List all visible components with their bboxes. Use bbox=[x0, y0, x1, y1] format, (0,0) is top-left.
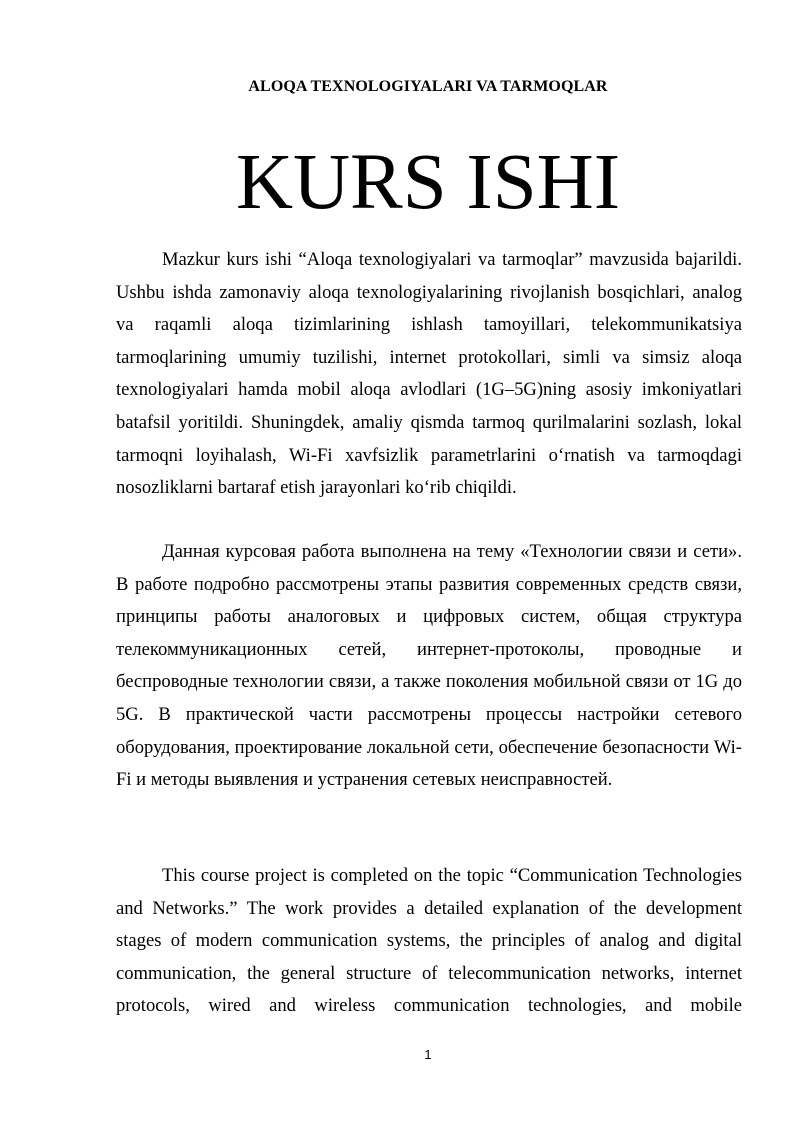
paragraph-russian: Данная курсовая работа выполнена на тему «Технологии связи и сети». В работе подробно рассмотрены этапы развития современных средств связи, принципы работы аналоговых и цифровых систем, общая структура телекоммуникационных сетей, интернет-протоколы, проводные и беспроводные технологии связи, а также поколения мобильной связи от 1G до 5G. В практической части рассмотрены процессы настройки сетевого оборудования, проектирование локальной сети, обеспечение безопасности Wi-Fi и методы выявления и устранения сетевых неисправностей. bbox=[116, 541, 742, 791]
document-title: KURS ISHI bbox=[235, 139, 621, 226]
paragraph-uzbek: Mazkur kurs ishi “Aloqa texnologiyalari va tarmoqlar” mavzusida bajarildi. Ushbu ishda zamonaviy aloqa texnologiyalarining rivojlanish bosqichlari, analog va raqamli aloqa tizimlarining ishlash tamoyillari, telekommunikatsiya tarmoqlarining umumiy tuzilishi, internet protokollari, simli va simsiz aloqa texnologiyalari hamda mobil aloqa avlodlari (1G–5G)ning asosiy imkoniyatlari batafsil yoritildi. Shuningdek, amaliy qismda tarmoq qurilmalarini sozlash, lokal tarmoqni loyihalash, Wi-Fi xavfsizlik parametrlarini oʻrnatish va tarmoqdagi nosozliklarni bartaraf etish jarayonlari koʻrib chiqildi. bbox=[116, 249, 742, 499]
page-number: 1 bbox=[424, 1047, 432, 1062]
paragraph-english: This course project is completed on the topic “Communication Technologies and Networks.” The work provides a detailed explanation of the development stages of modern communication systems, the principles of analog and digital communication, the general structure of telecommunication networks, internet protocols, wired and wireless communication technologies, and mobile bbox=[116, 865, 742, 1017]
document-heading: ALOQA TEXNOLOGIYALARI VA TARMOQLAR bbox=[248, 78, 608, 95]
